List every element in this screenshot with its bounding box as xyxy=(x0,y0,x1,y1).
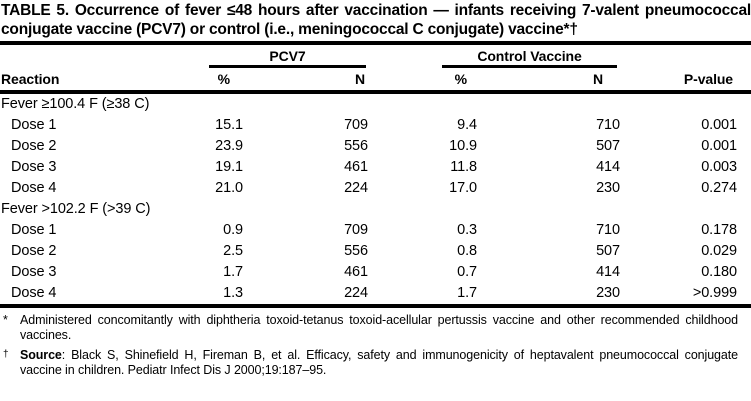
pcv7-pct-cell: 21.0 xyxy=(215,180,243,196)
pcv7-n-cell: 461 xyxy=(344,264,368,280)
p-value-cell: 0.178 xyxy=(701,222,737,238)
pcv7-n-cell: 709 xyxy=(344,117,368,133)
section-header-row-fever-100 xyxy=(0,92,751,115)
reaction-cell: Dose 1 xyxy=(11,117,57,133)
pcv7-pct-cell: 2.5 xyxy=(223,243,243,259)
pcv7-n-cell: 224 xyxy=(344,180,368,196)
reaction-cell: Dose 1 xyxy=(11,222,57,238)
p-value-cell: >0.999 xyxy=(620,283,751,306)
empty-cell xyxy=(620,43,751,68)
control-n-cell: 507 xyxy=(596,243,620,259)
p-value-cell: 0.180 xyxy=(701,264,737,280)
reaction-cell: Dose 3 xyxy=(11,159,57,175)
control-pct-cell: 10.9 xyxy=(449,138,477,154)
p-value-cell: 0.029 xyxy=(701,243,737,259)
column-header-row xyxy=(0,68,751,92)
empty-cell xyxy=(0,43,200,68)
section-header: Fever >102.2 F (>39 C) xyxy=(1,201,151,217)
pcv7-pct-cell: 0.9 xyxy=(223,222,243,238)
pcv7-n-cell: 224 xyxy=(243,283,368,306)
control-n-cell: 414 xyxy=(596,159,620,175)
pcv7-n-cell: 556 xyxy=(344,138,368,154)
control-n-cell: 507 xyxy=(596,138,620,154)
reaction-cell: Dose 4 xyxy=(11,180,57,196)
control-n-cell: 414 xyxy=(596,264,620,280)
table-body xyxy=(0,92,751,306)
pcv7-n-cell: 461 xyxy=(344,159,368,175)
table-row xyxy=(0,241,751,262)
p-value-cell: 0.001 xyxy=(701,138,737,154)
group-header-control: Control Vaccine xyxy=(442,48,617,68)
group-header-pcv7: PCV7 xyxy=(209,48,366,68)
p-value-cell: 0.001 xyxy=(701,117,737,133)
control-pct-cell: 1.7 xyxy=(368,283,478,306)
footnote-source-label: Source xyxy=(20,348,62,362)
table-row xyxy=(0,262,751,283)
table-row xyxy=(0,178,751,199)
table-header xyxy=(0,43,751,92)
p-value-cell: 0.003 xyxy=(701,159,737,175)
table-title: TABLE 5. Occurrence of fever ≤48 hours after vaccination — infants receiving 7-valent pneumococcal conjugate vaccine (PCV7) or control (i.e., meningococcal C conjugate) vaccine*† xyxy=(1,2,751,38)
table-row xyxy=(0,115,751,136)
section-header: Fever ≥100.4 F (≥38 C) xyxy=(1,96,150,112)
reaction-cell: Dose 4 xyxy=(0,283,200,306)
reaction-cell: Dose 2 xyxy=(11,138,57,154)
p-value-cell: 0.274 xyxy=(701,180,737,196)
pcv7-pct-cell: 1.3 xyxy=(200,283,243,306)
control-n-cell: 710 xyxy=(596,222,620,238)
data-table xyxy=(0,41,751,308)
footnote-marker-dagger: † xyxy=(3,349,9,360)
table-row xyxy=(0,157,751,178)
group-header-row xyxy=(0,43,751,68)
reaction-cell: Dose 2 xyxy=(11,243,57,259)
control-pct-cell: 9.4 xyxy=(457,117,477,133)
column-header-pcv7-pct: % xyxy=(200,68,243,92)
footnotes xyxy=(0,313,751,378)
column-header-pcv7-n: N xyxy=(243,68,368,92)
pcv7-pct-cell: 19.1 xyxy=(215,159,243,175)
pcv7-pct-cell: 1.7 xyxy=(223,264,243,280)
footnote-asterisk-text: Administered concomitantly with diphtheria toxoid-tetanus toxoid-acellular pertussis vaccine and other recommended childhood vaccines. xyxy=(20,313,738,342)
control-pct-cell: 0.3 xyxy=(457,222,477,238)
footnote-marker-asterisk: * xyxy=(3,313,8,327)
pcv7-n-cell: 556 xyxy=(344,243,368,259)
footnote-dagger-text: : Black S, Shinefield H, Fireman B, et al. Efficacy, safety and immunogenicity of heptavalent pneumococcal conjugate vaccine in children. Pediatr Infect Dis J 2000;19:187–95. xyxy=(20,348,738,377)
column-header-p-value: P-value xyxy=(620,68,751,92)
group-header-control-cell xyxy=(368,43,620,68)
column-header-control-n: N xyxy=(478,68,620,92)
control-pct-cell: 11.8 xyxy=(450,159,477,175)
group-header-pcv7-cell xyxy=(200,43,368,68)
pcv7-pct-cell: 23.9 xyxy=(215,138,243,154)
reaction-cell: Dose 3 xyxy=(11,264,57,280)
control-n-cell: 230 xyxy=(596,180,620,196)
control-n-cell: 710 xyxy=(596,117,620,133)
control-pct-cell: 17.0 xyxy=(449,180,477,196)
footnote-asterisk xyxy=(0,313,738,343)
footnote-dagger xyxy=(0,348,738,378)
column-header-reaction: Reaction xyxy=(0,68,200,92)
section-header-row-fever-102 xyxy=(0,199,751,220)
table-row xyxy=(0,136,751,157)
pcv7-pct-cell: 15.1 xyxy=(215,117,243,133)
table-row xyxy=(0,283,751,306)
control-n-cell: 230 xyxy=(478,283,620,306)
control-pct-cell: 0.8 xyxy=(457,243,477,259)
column-header-control-pct: % xyxy=(368,68,478,92)
table-row xyxy=(0,220,751,241)
pcv7-n-cell: 709 xyxy=(344,222,368,238)
control-pct-cell: 0.7 xyxy=(457,264,477,280)
